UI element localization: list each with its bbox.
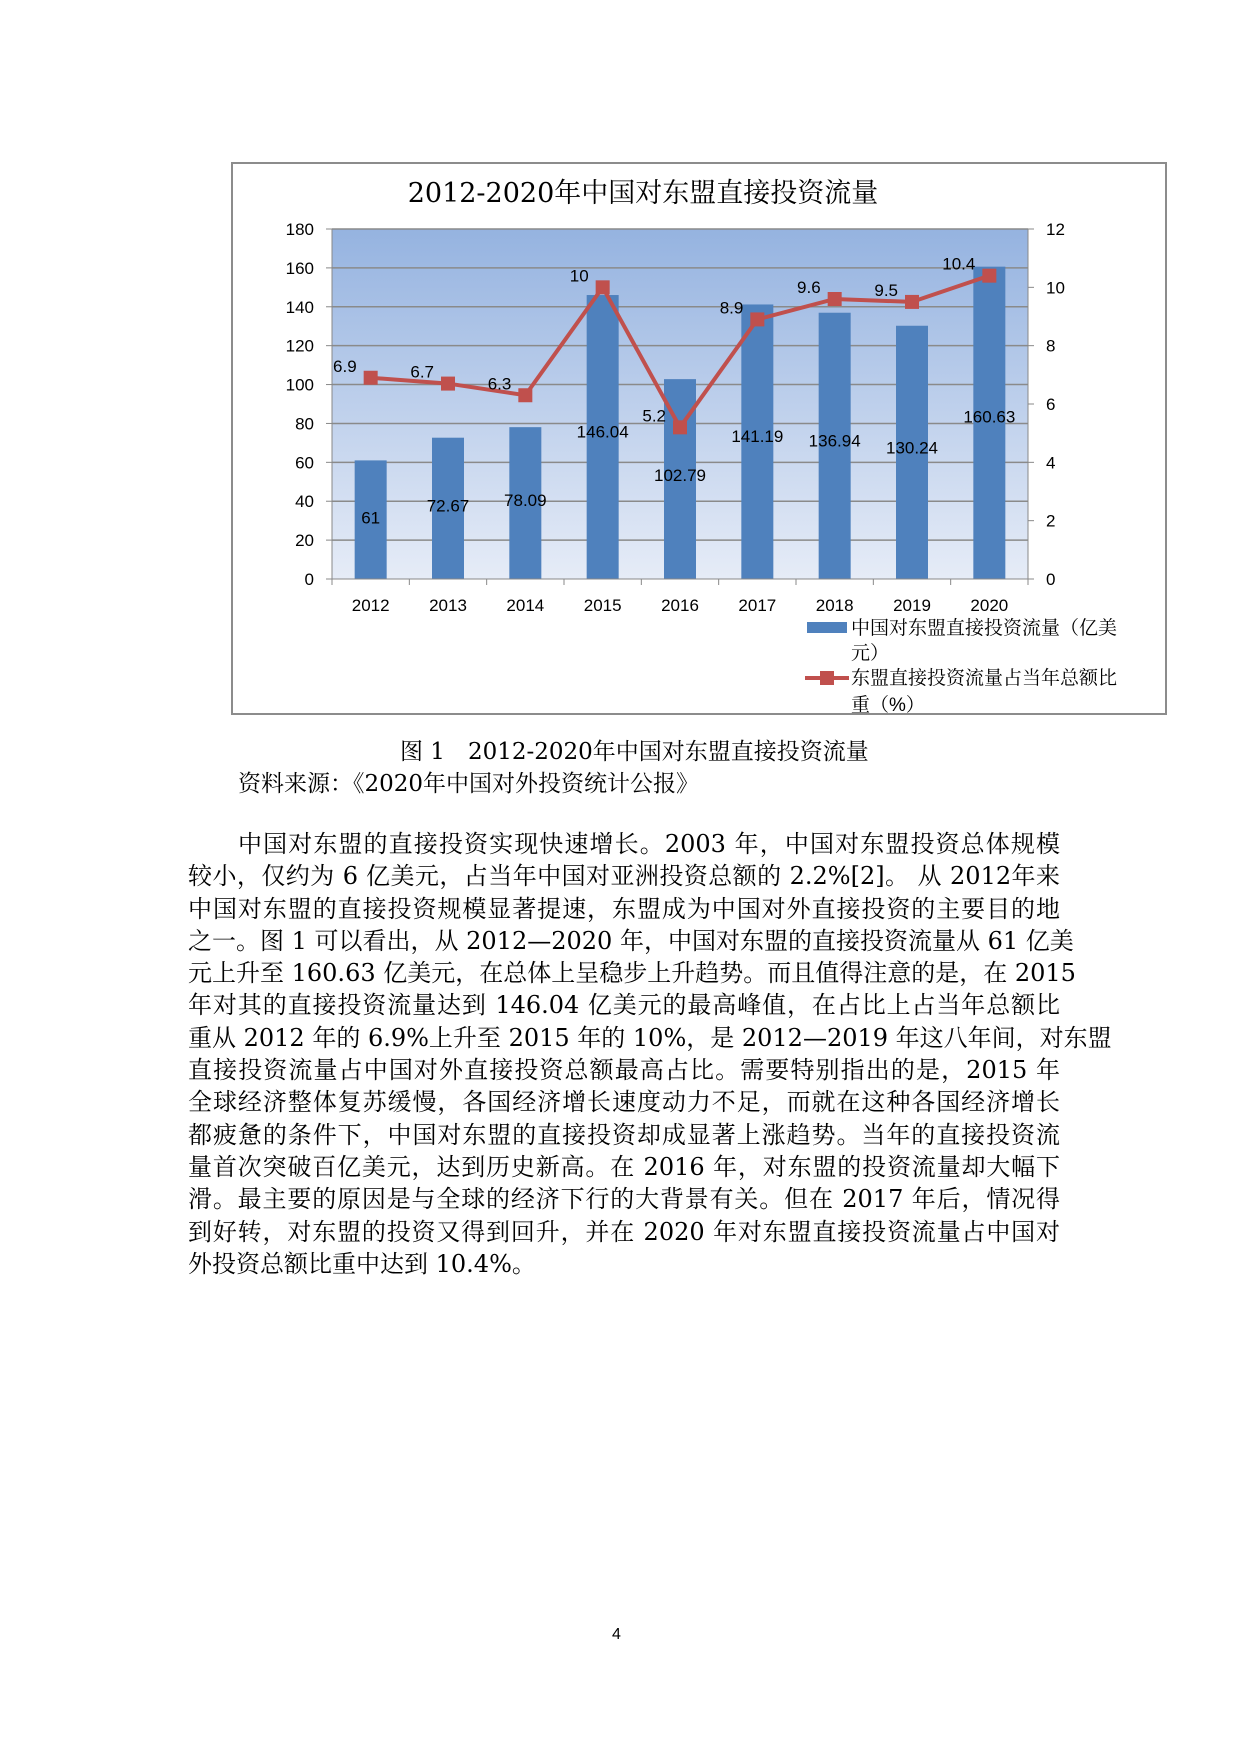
x-tick-label: 2019: [893, 596, 931, 615]
y-left-tick-label: 160: [285, 258, 314, 278]
legend-label: 重（%）: [851, 695, 925, 716]
line-data-label: 9.6: [797, 278, 821, 297]
y-left-tick-label: 0: [304, 570, 314, 589]
y-left-tick-label: 100: [285, 375, 314, 395]
y-right-tick-label: 4: [1046, 453, 1056, 473]
legend-bar-swatch: [807, 622, 847, 633]
paragraph-line: 元上升至 160.63 亿美元，在总体上呈稳步上升趋势。而且值得注意的是，在 2015: [188, 959, 1076, 988]
legend-line-marker: [820, 671, 834, 685]
legend-label: 东盟直接投资流量占当年总额比: [851, 668, 1118, 689]
line-marker: [982, 269, 996, 283]
line-data-label: 10.4: [942, 254, 976, 274]
bar-data-label: 78.09: [504, 491, 547, 511]
line-marker: [750, 312, 764, 326]
line-marker: [905, 295, 919, 309]
paragraph-line: 年对其的直接投资流量达到 146.04 亿美元的最高峰值，在占比上占当年总额比: [188, 991, 1060, 1020]
line-marker: [673, 420, 687, 434]
line-data-label: 6.7: [410, 362, 434, 382]
paragraph-line: 重从 2012 年的 6.9%上升至 2015 年的 10%，是 2012—2019 年这八年间，对东盟: [188, 1023, 1112, 1052]
paragraph-line: 量首次突破百亿美元，达到历史新高。在 2016 年，对东盟的投资流量却大幅下: [188, 1152, 1060, 1181]
y-right-tick-label: 10: [1046, 278, 1065, 298]
y-right-tick-label: 6: [1046, 395, 1056, 414]
x-tick-label: 2018: [815, 596, 854, 615]
bar-data-label: 146.04: [576, 422, 629, 442]
paragraph-line: 直接投资流量占中国对外直接投资总额最高占比。需要特别指出的是，2015 年: [188, 1056, 1060, 1085]
y-right-tick-label: 0: [1046, 570, 1056, 589]
legend-label: 中国对东盟直接投资流量（亿美: [851, 618, 1118, 639]
paragraph-line: 之一。图 1 可以看出，从 2012—2020 年，中国对东盟的直接投资流量从 61 亿美: [188, 926, 1074, 955]
line-data-label: 5.2: [642, 406, 666, 426]
paragraph-line: 中国对东盟的直接投资规模显著提速，东盟成为中国对外直接投资的主要目的地: [188, 894, 1060, 923]
x-tick-label: 2015: [583, 596, 622, 615]
bar-data-label: 160.63: [963, 407, 1016, 427]
bar-data-label: 141.19: [731, 427, 784, 447]
line-marker: [441, 377, 455, 391]
x-tick-label: 2016: [661, 596, 699, 615]
y-left-tick-label: 140: [285, 297, 314, 317]
paragraph-line: 都疲惫的条件下，中国对东盟的直接投资却成显著上涨趋势。当年的直接投资流: [188, 1120, 1060, 1149]
bar-data-label: 136.94: [808, 431, 861, 451]
line-data-label: 8.9: [719, 298, 744, 318]
paragraph-line: 滑。最主要的原因是与全球的经济下行的大背景有关。但在 2017 年后，情况得: [188, 1185, 1060, 1214]
y-right-tick-label: 8: [1046, 336, 1056, 356]
combo-chart: [0, 0, 1240, 760]
figure-caption: 图 1 2012-2020年中国对东盟直接投资流量: [400, 739, 869, 765]
line-marker: [518, 388, 532, 402]
y-left-tick-label: 80: [295, 414, 314, 434]
y-right-tick-label: 12: [1046, 220, 1065, 239]
x-tick-label: 2014: [506, 596, 545, 615]
y-left-tick-label: 180: [285, 220, 314, 239]
line-marker: [596, 280, 610, 294]
y-left-tick-label: 20: [295, 531, 314, 551]
bar-data-label: 61: [361, 508, 381, 528]
chart-title: 2012-2020年中国对东盟直接投资流量: [407, 178, 879, 209]
figure-source: 资料来源：《2020年中国对外投资统计公报》: [238, 771, 700, 797]
paragraph-line: 外投资总额比重中达到 10.4%。: [188, 1249, 536, 1278]
body-paragraph: [188, 828, 1112, 1280]
page-number: 4: [612, 1626, 621, 1643]
x-tick-label: 2012: [351, 596, 390, 615]
line-data-label: 6.9: [333, 356, 357, 376]
line-marker: [828, 292, 842, 306]
y-right-tick-label: 2: [1046, 511, 1056, 531]
paragraph-line: 到好转，对东盟的投资又得到回升，并在 2020 年对东盟直接投资流量占中国对: [188, 1217, 1060, 1246]
paragraph-line: 中国对东盟的直接投资实现快速增长。2003 年，中国对东盟投资总体规模: [238, 830, 1060, 858]
y-left-tick-label: 120: [285, 336, 314, 356]
line-data-label: 9.5: [874, 280, 898, 300]
x-tick-label: 2017: [738, 596, 777, 615]
bar-data-label: 130.24: [886, 438, 938, 458]
legend-label: 元）: [851, 643, 890, 664]
paragraph-line: 较小，仅约为 6 亿美元，占当年中国对亚洲投资总额的 2.2%[2]。 从 2012年来: [188, 862, 1060, 891]
x-tick-label: 2013: [429, 596, 467, 615]
line-data-label: 6.3: [487, 374, 512, 394]
line-marker: [364, 371, 378, 385]
bar-data-label: 102.79: [654, 466, 706, 486]
bar-data-label: 72.67: [426, 496, 470, 516]
line-data-label: 10: [569, 266, 589, 286]
y-left-tick-label: 40: [295, 492, 314, 512]
x-tick-label: 2020: [970, 596, 1009, 615]
paragraph-line: 全球经济整体复苏缓慢，各国经济增长速度动力不足，而就在这种各国经济增长: [188, 1088, 1060, 1117]
y-left-tick-label: 60: [295, 453, 314, 473]
